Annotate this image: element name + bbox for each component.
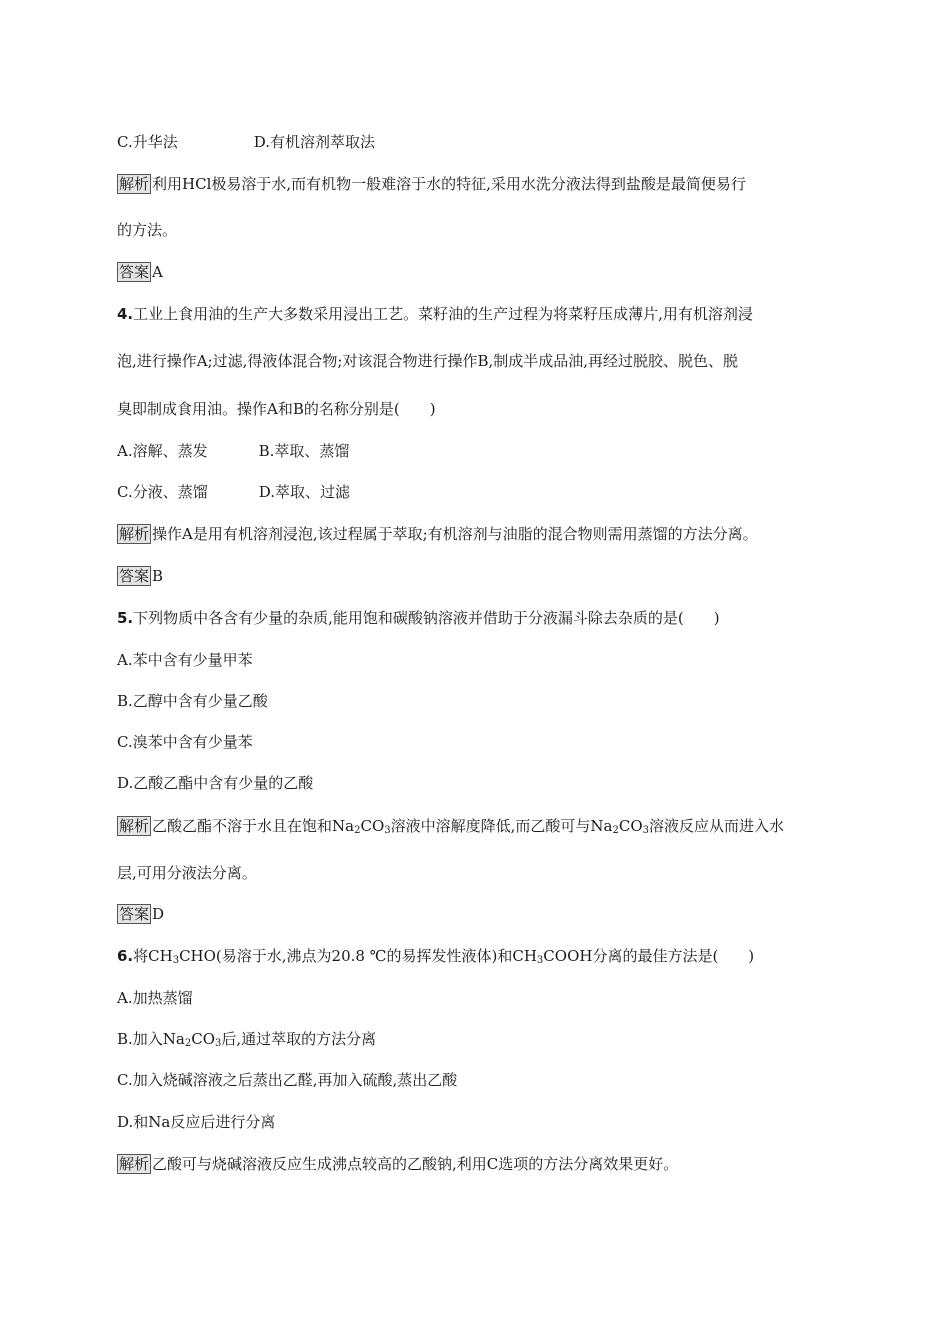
- q6-analysis: [117, 1153, 678, 1175]
- q4-stem-text: 工业上食用油的生产大多数采用浸出工艺。菜籽油的生产过程为将菜籽压成薄片,用有机溶剂浸: [133, 305, 753, 323]
- analysis-label: 解析: [119, 1155, 150, 1173]
- q4-options-ab: [117, 440, 349, 462]
- analysis-label: 解析: [119, 175, 150, 193]
- q5-stem-text: 下列物质中各含有少量的杂质,能用饱和碳酸钠溶液并借助于分液漏斗除去杂质的是( ): [133, 609, 720, 627]
- q4-stem: [117, 303, 753, 325]
- q4-stem-line3: 臭即制成食用油。操作A和B的名称分别是( ): [117, 400, 436, 418]
- analysis-label: 解析: [119, 525, 150, 543]
- q5-stem: [117, 607, 720, 629]
- q5-option-a: A.苯中含有少量甲苯: [117, 651, 253, 669]
- q3-analysis: [117, 173, 746, 195]
- q3-answer-value: A: [152, 263, 163, 281]
- q5-answer: [117, 903, 164, 925]
- answer-label: 答案: [119, 905, 150, 923]
- q4-answer: [117, 565, 163, 587]
- q4-option-c: C.分液、蒸馏: [117, 483, 208, 501]
- q5-number: 5.: [117, 609, 134, 627]
- answer-label: 答案: [119, 567, 150, 585]
- q5-option-b: B.乙醇中含有少量乙酸: [117, 692, 268, 710]
- q5-analysis-cont: 层,可用分液法分离。: [117, 864, 257, 882]
- q6-number: 6.: [117, 947, 134, 965]
- q5-analysis-text: 乙酸乙酯不溶于水且在饱和$Na_2CO_3$溶液中溶解度降低,而乙酸可与$Na_2CO_3$溶液反应从而进入水: [152, 817, 785, 836]
- q3-options-cd: [117, 131, 375, 153]
- answer-label: 答案: [119, 263, 150, 281]
- q4-analysis: [117, 523, 758, 545]
- q5-answer-value: D: [152, 905, 165, 923]
- q3-option-c: C.升华法: [117, 133, 178, 151]
- q4-answer-value: B: [152, 567, 164, 585]
- q4-option-a: A.溶解、蒸发: [117, 442, 208, 460]
- q4-option-b: B.萃取、蒸馏: [258, 442, 350, 460]
- q5-option-d: D.乙酸乙酯中含有少量的乙酸: [117, 774, 314, 792]
- q4-analysis-text: 操作A是用有机溶剂浸泡,该过程属于萃取;有机溶剂与油脂的混合物则需用蒸馏的方法分离。: [152, 525, 758, 543]
- q6-option-a: A.加热蒸馏: [117, 989, 193, 1007]
- q4-stem-line2: 泡,进行操作A;过滤,得液体混合物;对该混合物进行操作B,制成半成品油,再经过脱胶、脱色、脱: [117, 352, 739, 370]
- q6-analysis-text: 乙酸可与烧碱溶液反应生成沸点较高的乙酸钠,利用C选项的方法分离效果更好。: [152, 1155, 679, 1173]
- q4-option-d: D.萃取、过滤: [258, 483, 350, 501]
- q4-number: 4.: [117, 305, 134, 323]
- q6-option-b: B.加入$Na_2CO_3$后,通过萃取的方法分离: [117, 1030, 377, 1049]
- q3-analysis-cont: 的方法。: [117, 221, 178, 239]
- q3-answer: [117, 261, 163, 283]
- q3-option-d: D.有机溶剂萃取法: [253, 133, 375, 151]
- q6-option-d: D.和Na反应后进行分离: [117, 1113, 276, 1131]
- q6-option-c: C.加入烧碱溶液之后蒸出乙醛,再加入硫酸,蒸出乙酸: [117, 1071, 458, 1089]
- q5-analysis: [117, 815, 784, 837]
- q3-analysis-text: 利用HCl极易溶于水,而有机物一般难溶于水的特征,采用水洗分液法得到盐酸是最简便易行: [152, 175, 746, 193]
- analysis-label: 解析: [119, 817, 150, 835]
- q6-stem: [117, 945, 754, 967]
- q4-options-cd: [117, 481, 350, 503]
- q6-stem-text: 将$CH_3CHO$(易溶于水,沸点为20.8 ℃的易挥发性液体)和$CH_3COOH$分离的最佳方法是( ): [133, 947, 755, 966]
- q5-option-c: C.溴苯中含有少量苯: [117, 733, 253, 751]
